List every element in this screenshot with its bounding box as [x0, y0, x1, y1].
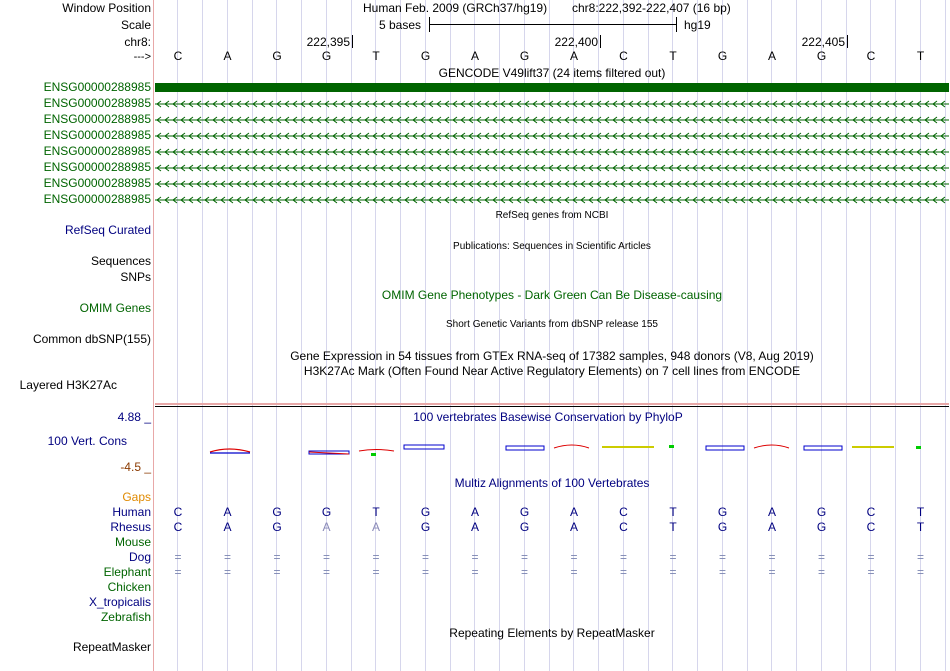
- alignment-base: G: [321, 505, 332, 519]
- gencode-gene-label[interactable]: ENSG00000288985: [43, 128, 151, 142]
- species-label: Zebrafish: [100, 610, 151, 624]
- reference-base: T: [916, 49, 925, 63]
- reference-base: C: [619, 49, 628, 63]
- reference-base: G: [321, 49, 332, 63]
- reference-base: A: [470, 49, 480, 63]
- alignment-base: C: [619, 520, 628, 534]
- strand-arrow-label[interactable]: --->: [133, 51, 151, 63]
- gaps-label: Gaps: [122, 490, 151, 504]
- alignment-base: =: [471, 565, 479, 579]
- alignment-base: =: [570, 565, 578, 579]
- alignment-base: =: [817, 565, 826, 579]
- alignment-base: =: [273, 550, 281, 564]
- scale-text: 5 bases: [379, 18, 422, 32]
- alignment-base: A: [371, 520, 381, 534]
- refseq-track-title[interactable]: RefSeq genes from NCBI: [495, 210, 609, 221]
- reference-base: A: [767, 49, 777, 63]
- alignment-base: T: [916, 520, 925, 534]
- alignment-base: G: [717, 520, 728, 534]
- gencode-gene-intron[interactable]: [155, 162, 949, 176]
- alignment-base: T: [669, 520, 677, 534]
- alignment-base: =: [669, 550, 677, 564]
- phylop-glyph-7: [706, 445, 789, 450]
- species-label: X_tropicalis: [88, 595, 151, 609]
- alignment-base: A: [767, 520, 777, 534]
- alignment-base: A: [322, 520, 331, 534]
- gencode-gene-intron[interactable]: [155, 178, 949, 192]
- alignment-base: =: [520, 550, 529, 564]
- ruler-tick-label: 222,395: [306, 35, 350, 49]
- species-label: Human: [112, 505, 151, 519]
- alignment-base: =: [174, 550, 182, 564]
- alignment-base: G: [816, 505, 827, 519]
- alignment-base: =: [520, 565, 529, 579]
- scale-label: Scale: [120, 18, 151, 32]
- alignment-base: =: [372, 550, 380, 564]
- alignment-base: =: [916, 565, 925, 579]
- alignment-base: =: [817, 550, 826, 564]
- species-label: Rhesus: [110, 520, 151, 534]
- alignment-base: C: [619, 505, 628, 519]
- reference-base: A: [223, 49, 232, 63]
- reference-base: G: [519, 49, 530, 63]
- gencode-gene-label[interactable]: ENSG00000288985: [43, 176, 151, 190]
- phylop-signal-glyphs: [154, 438, 950, 462]
- phylop-track-title[interactable]: 100 vertebrates Basewise Conservation by PhyloP: [413, 410, 683, 424]
- alignment-base: =: [718, 565, 727, 579]
- dbsnp-track-label[interactable]: Common dbSNP(155): [32, 332, 151, 346]
- gencode-gene-intron[interactable]: [155, 146, 949, 160]
- reference-base: G: [420, 49, 431, 63]
- phylop-glyph-4: [404, 445, 444, 449]
- alignment-base: A: [767, 505, 777, 519]
- assembly-text: Human Feb. 2009 (GRCh37/hg19): [363, 1, 548, 15]
- alignment-base: A: [569, 505, 579, 519]
- alignment-base: G: [717, 505, 728, 519]
- alignment-base: =: [867, 565, 875, 579]
- alignment-base: =: [570, 550, 578, 564]
- h3k27ac-track-label[interactable]: Layered H3K27Ac: [19, 378, 117, 392]
- reference-base: A: [569, 49, 579, 63]
- alignment-base: =: [223, 550, 232, 564]
- refseq-track-label[interactable]: RefSeq Curated: [64, 223, 151, 237]
- alignment-base: =: [322, 550, 331, 564]
- alignment-base: G: [420, 505, 431, 519]
- species-label: Mouse: [114, 535, 151, 549]
- species-label: Dog: [128, 550, 151, 564]
- alignment-base: =: [174, 565, 182, 579]
- ruler-tick-mark: [600, 35, 601, 48]
- alignment-base: G: [519, 505, 530, 519]
- multiz-track-title[interactable]: Multiz Alignments of 100 Vertebrates: [454, 476, 650, 490]
- alignment-base: C: [866, 505, 876, 519]
- section-separator-black: [155, 406, 949, 407]
- alignment-base: A: [569, 520, 579, 534]
- gencode-gene-bar[interactable]: [155, 83, 949, 92]
- alignment-base: T: [669, 505, 677, 519]
- track-label-panel: [0, 0, 153, 671]
- gencode-gene-label[interactable]: ENSG00000288985: [43, 80, 151, 94]
- alignment-base: =: [421, 550, 430, 564]
- phylop-glyph-3: [359, 450, 394, 457]
- alignment-base: G: [420, 520, 431, 534]
- repeatmasker-track-label[interactable]: RepeatMasker: [72, 640, 151, 654]
- phylop-min-label: -4.5 _: [120, 460, 151, 474]
- alignment-base: T: [372, 505, 380, 519]
- ruler-tick-label: 222,400: [554, 35, 598, 49]
- reference-base: T: [669, 49, 677, 63]
- alignment-base: A: [223, 505, 232, 519]
- alignment-base: =: [273, 565, 281, 579]
- alignment-base: =: [916, 550, 925, 564]
- scale-bar: [429, 24, 676, 25]
- omim-track-title[interactable]: OMIM Gene Phenotypes - Dark Green Can Be Disease-causing: [381, 288, 723, 302]
- alignment-base: A: [223, 520, 232, 534]
- gencode-gene-intron[interactable]: [155, 114, 949, 128]
- alignment-base: =: [223, 565, 232, 579]
- alignment-base: A: [470, 520, 480, 534]
- position-text: chr8:222,392-222,407 (16 bp): [572, 1, 731, 15]
- alignment-base: C: [866, 520, 876, 534]
- alignment-base: =: [669, 565, 677, 579]
- alignment-base: =: [768, 565, 776, 579]
- gencode-gene-label[interactable]: ENSG00000288985: [43, 112, 151, 126]
- h3k27ac-track-title[interactable]: H3K27Ac Mark (Often Found Near Active Regulatory Elements) on 7 cell lines from ENCODE: [303, 364, 801, 378]
- gencode-gene-label[interactable]: ENSG00000288985: [43, 144, 151, 158]
- species-label: Elephant: [103, 565, 151, 579]
- gencode-gene-label[interactable]: ENSG00000288985: [43, 192, 151, 206]
- reference-base: G: [272, 49, 282, 63]
- gencode-gene-intron[interactable]: [155, 98, 949, 112]
- alignment-base: =: [322, 565, 331, 579]
- phylop-max-label: 4.88 _: [117, 410, 151, 424]
- gtex-track-title[interactable]: Gene Expression in 54 tissues from GTEx RNA-seq of 17382 samples, 948 donors (V8, Aug 2019): [290, 349, 814, 363]
- gencode-gene-intron[interactable]: [155, 130, 949, 144]
- alignment-base: =: [372, 565, 380, 579]
- phylop-glyph-6: [602, 445, 674, 448]
- reference-base: G: [816, 49, 827, 63]
- ruler-tick-mark: [352, 35, 353, 48]
- ruler-tick-mark: [847, 35, 848, 48]
- alignment-base: C: [173, 520, 183, 534]
- phylop-glyph-8: [804, 446, 921, 450]
- species-label: Chicken: [107, 580, 151, 594]
- alignment-base: =: [768, 550, 776, 564]
- alignment-base: G: [519, 520, 530, 534]
- phylop-glyph-5: [506, 445, 589, 450]
- reference-base: T: [372, 49, 380, 63]
- alignment-base: A: [470, 505, 480, 519]
- omim-track-label[interactable]: OMIM Genes: [79, 301, 151, 315]
- scale-db-text: hg19: [684, 18, 711, 32]
- publications-track-title[interactable]: Publications: Sequences in Scientific Articles: [453, 241, 651, 252]
- window-position-label: Window Position: [62, 1, 151, 15]
- gencode-gene-intron[interactable]: [155, 194, 949, 208]
- alignment-base: G: [816, 520, 827, 534]
- repeatmasker-track-title[interactable]: Repeating Elements by RepeatMasker: [449, 626, 655, 640]
- alignment-base: =: [867, 550, 875, 564]
- alignment-base: =: [718, 550, 727, 564]
- alignment-base: G: [272, 520, 282, 534]
- alignment-base: =: [619, 550, 628, 564]
- section-separator-pink: [155, 403, 949, 405]
- gencode-gene-label[interactable]: ENSG00000288985: [43, 96, 151, 110]
- scale-bar-left-tick: [429, 17, 430, 32]
- alignment-base: =: [471, 550, 479, 564]
- conservation-track-label[interactable]: 100 Vert. Cons: [47, 434, 127, 448]
- chrom-label: chr8:: [124, 35, 151, 49]
- phylop-glyph-1: [210, 449, 250, 453]
- phylop-glyph-2: [309, 451, 349, 454]
- alignment-base: =: [421, 565, 430, 579]
- sequences-track-label[interactable]: Sequences: [90, 254, 151, 268]
- alignment-base: C: [173, 505, 183, 519]
- gencode-track-title[interactable]: GENCODE V49lift37 (24 items filtered out): [438, 66, 666, 80]
- scale-bar-right-tick: [676, 17, 677, 32]
- reference-base: C: [173, 49, 183, 63]
- gencode-gene-label[interactable]: ENSG00000288985: [43, 160, 151, 174]
- alignment-base: =: [619, 565, 628, 579]
- reference-base: G: [717, 49, 728, 63]
- alignment-base: G: [272, 505, 282, 519]
- snps-track-label[interactable]: SNPs: [120, 270, 151, 284]
- ruler-tick-label: 222,405: [801, 35, 845, 49]
- dbsnp-track-title[interactable]: Short Genetic Variants from dbSNP release 155: [446, 319, 658, 330]
- reference-base: C: [866, 49, 876, 63]
- alignment-base: T: [916, 505, 925, 519]
